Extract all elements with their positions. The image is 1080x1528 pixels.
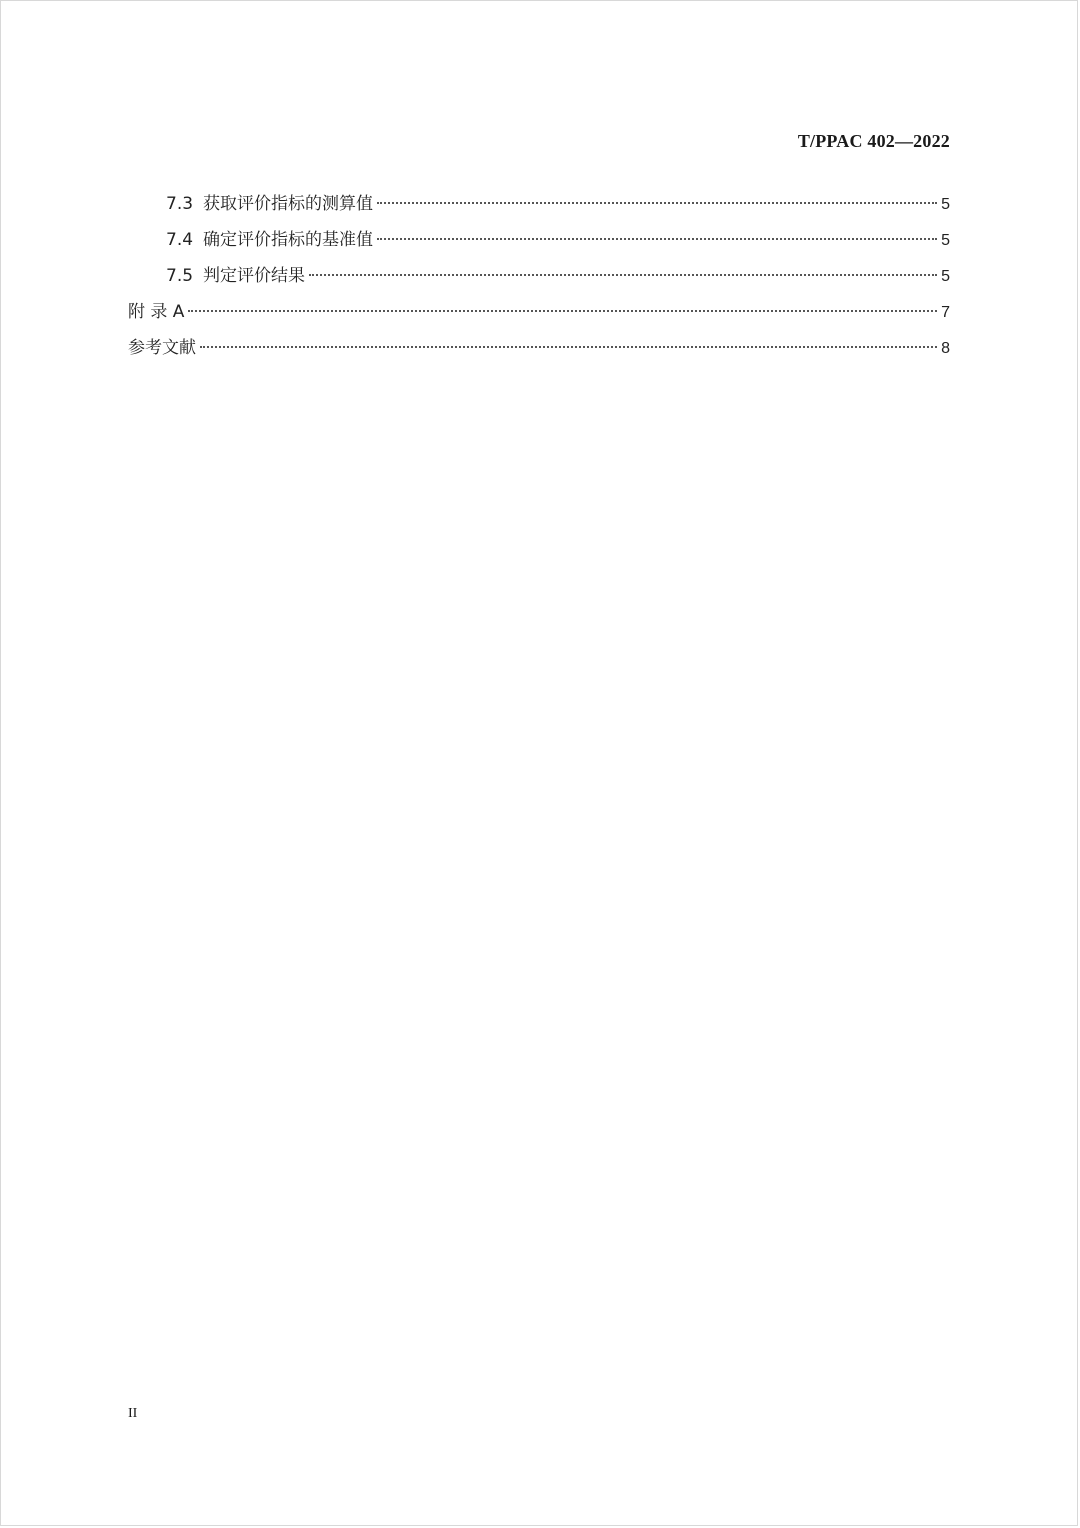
toc-entry-7-4[interactable] — [128, 226, 950, 262]
toc-entry-number: 7.4 — [166, 230, 194, 250]
table-of-contents — [128, 190, 950, 370]
toc-entry-7-5[interactable] — [128, 262, 950, 298]
toc-entry-page: 7 — [941, 304, 950, 321]
toc-entry-page: 5 — [941, 232, 950, 249]
page-number: II — [128, 1406, 138, 1421]
toc-entry-title: 判定评价结果 — [203, 266, 306, 286]
toc-dot-leader — [200, 346, 937, 348]
toc-entry-title: 参考文献 — [128, 338, 196, 358]
toc-entry-number: 7.5 — [166, 266, 194, 286]
toc-dot-leader — [309, 274, 937, 276]
document-code: T/PPAC 402—2022 — [797, 131, 950, 151]
toc-entry-page: 5 — [941, 268, 950, 285]
toc-entry-page: 5 — [941, 196, 950, 213]
toc-entry-page: 8 — [941, 340, 950, 357]
toc-dot-leader — [377, 238, 937, 240]
toc-entry-title: 获取评价指标的测算值 — [203, 194, 374, 214]
toc-entry-title: 确定评价指标的基准值 — [203, 230, 374, 250]
toc-entry-number: 7.3 — [166, 194, 194, 214]
toc-entry-references[interactable] — [128, 334, 950, 370]
toc-entry-title: 附 录 A — [128, 302, 185, 322]
toc-entry-7-3[interactable] — [128, 190, 950, 226]
toc-entry-appendix-a[interactable] — [128, 298, 950, 334]
toc-dot-leader — [377, 202, 937, 204]
toc-dot-leader — [188, 310, 937, 312]
